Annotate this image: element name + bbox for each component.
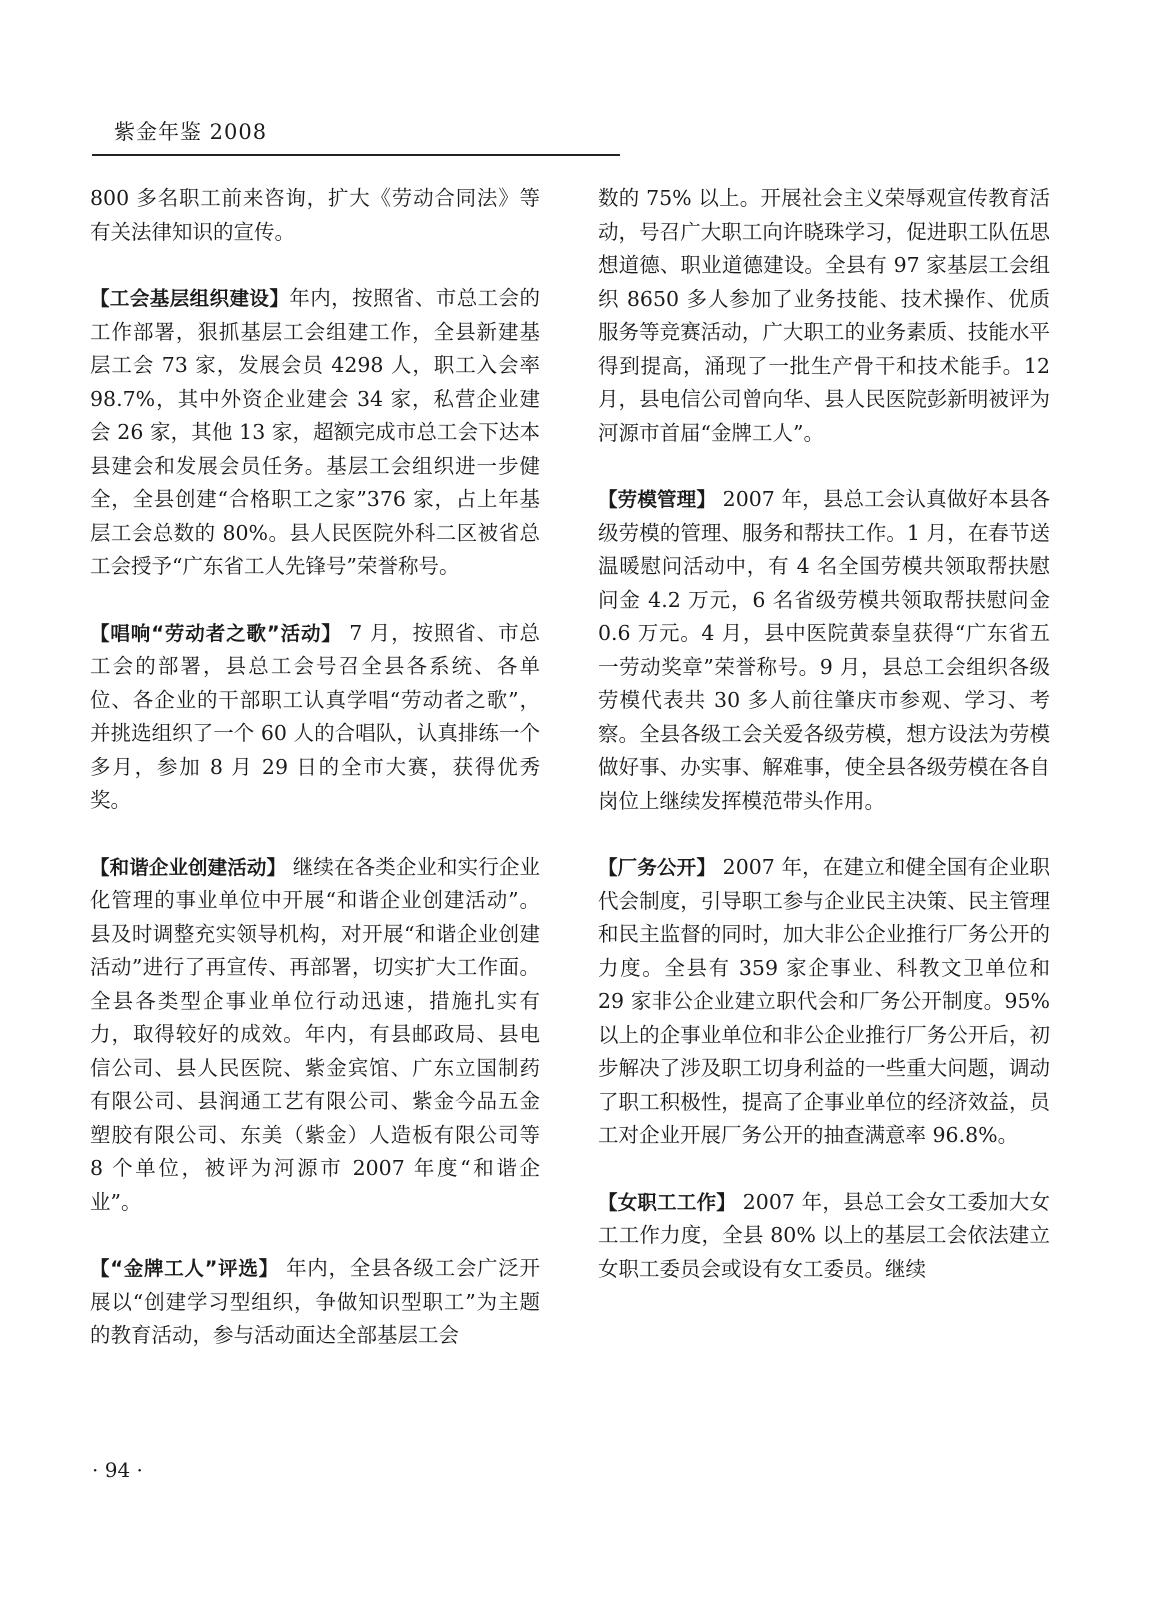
section-heading: 【唱响“劳动者之歌”活动】 (90, 621, 342, 645)
section-heading: 【厂务公开】 (598, 856, 716, 879)
section-heading: 【“金牌工人”评选】 (90, 1257, 279, 1280)
running-header (92, 112, 620, 160)
right-column (598, 182, 1050, 1286)
paragraph-gap (598, 818, 1050, 851)
paragraph-gap (90, 818, 540, 851)
section-heading: 【工会基层组织建设】 (90, 287, 290, 310)
section-body: 年内，全县各级工会广泛开展以“创建学习型组织，争做知识型职工”为主题的教育活动，参与活动面达全部基层工会 (90, 1256, 540, 1347)
section-model-worker-management (598, 483, 1050, 818)
section-body: 2007 年，县总工会认真做好本县各级劳模的管理、服务和帮扶工作。1 月，在春节送温暖慰问活动中，有 4 名全国劳模共领取帮扶慰问金 4.2 万元，6 名省级劳模共领取帮扶慰问金 0.6 万元。4 月，县中医院黄泰皇获得“广东省五一劳动奖章”荣誉称号。9 月，县总工会组织各级劳模代表共 30 多人前往肇庆市参观、学习、考察。全县各级工会关爱各级劳模，想方设法为劳模做好事、办实事、解难事，使全县各级劳模在各自岗位上继续发挥模范带头作用。 (598, 487, 1050, 813)
paragraph-text: 800 多名职工前来咨询，扩大《劳动合同法》等有关法律知识的宣传。 (90, 186, 540, 244)
paragraph-gap (598, 450, 1050, 483)
yearbook-title: 紫金年鉴 2008 (114, 120, 268, 144)
section-female-workers (598, 1186, 1050, 1287)
section-body: 年内，按照省、市总工会的工作部署，狠抓基层工会组建工作，全县新建基层工会 73 家，发展会员 4298 人，职工入会率 98.7%，其中外资企业建会 34 家，私营企业建会 26 家，其他 13 家，超额完成市总工会下达本县建会和发展会员任务。基层工会组织进一步健全，全县创建“合格职工之家”376 家，占上年基层工会总数的 80%。县人民医院外科二区被省总工会授予“广东省工人先锋号”荣誉称号。 (90, 286, 540, 578)
left-column (90, 182, 540, 1353)
section-grassroots-union (90, 282, 540, 584)
section-body: 继续在各类企业和实行企业化管理的事业单位中开展“和谐企业创建活动”。县及时调整充实领导机构，对开展“和谐企业创建活动”进行了再宣传、再部署，切实扩大工作面。全县各类型企事业单位行动迅速，措施扎实有力，取得较好的成效。年内，有县邮政局、县电信公司、县人民医院、紫金宾馆、广东立国制药有限公司、县润通工艺有限公司、紫金今品五金塑胶有限公司、东美（紫金）人造板有限公司等 8 个单位，被评为河源市 2007 年度“和谐企业”。 (90, 854, 540, 1214)
paragraph-gap (598, 1153, 1050, 1186)
section-body: 2007 年，在建立和健全国有企业职代会制度，引导职工参与企业民主决策、民主管理和民主监督的同时，加大非公企业推行厂务公开的力度。全县有 359 家企事业、科教文卫单位和 29 家非公企业建立职代会和厂务公开制度。95% 以上的企事业单位和非公企业推行厂务公开后，初步解决了涉及职工切身利益的一些重大问题，调动了职工积极性，提高了企事业单位的经济效益，员工对企业开展厂务公开的抽查满意率 96.8%。 (598, 855, 1050, 1147)
section-workers-song (90, 617, 540, 818)
section-body: 2007 年，县总工会女工委加大女工工作力度，全县 80% 以上的基层工会依法建立女职工委员会或设有女工委员。继续 (598, 1189, 1050, 1281)
paragraph-gap (90, 1219, 540, 1252)
section-gold-worker (90, 1252, 540, 1353)
section-harmonious-enterprise (90, 851, 540, 1220)
section-factory-affairs (598, 851, 1050, 1153)
paragraph-left-1 (90, 182, 540, 249)
section-heading: 【劳模管理】 (598, 488, 716, 511)
page-number: · 94 · (92, 1458, 143, 1482)
paragraph-right-1 (598, 182, 1050, 450)
section-body: 7 月，按照省、市总工会的部署，县总工会号召全县各系统、各单位、各企业的干部职工认真学唱“劳动者之歌”，并挑选组织了一个 60 人的合唱队，认真排练一个多月，参加 8 月 29 日的全市大赛，获得优秀奖。 (90, 620, 540, 812)
header-divider (92, 154, 620, 156)
section-heading: 【女职工工作】 (598, 1190, 736, 1214)
paragraph-text: 数的 75% 以上。开展社会主义荣辱观宣传教育活动，号召广大职工向许晓珠学习，促进职工队伍思想道德、职业道德建设。全县有 97 家基层工会组织 8650 多人参加了业务技能、技术操作、优质服务等竞赛活动，广大职工的业务素质、技能水平得到提高，涌现了一批生产骨干和技术能手。12 月，县电信公司曾向华、县人民医院彭新明被评为河源市首届“金牌工人”。 (598, 186, 1050, 445)
section-heading: 【和谐企业创建活动】 (90, 855, 287, 879)
paragraph-gap (90, 249, 540, 282)
paragraph-gap (90, 584, 540, 617)
